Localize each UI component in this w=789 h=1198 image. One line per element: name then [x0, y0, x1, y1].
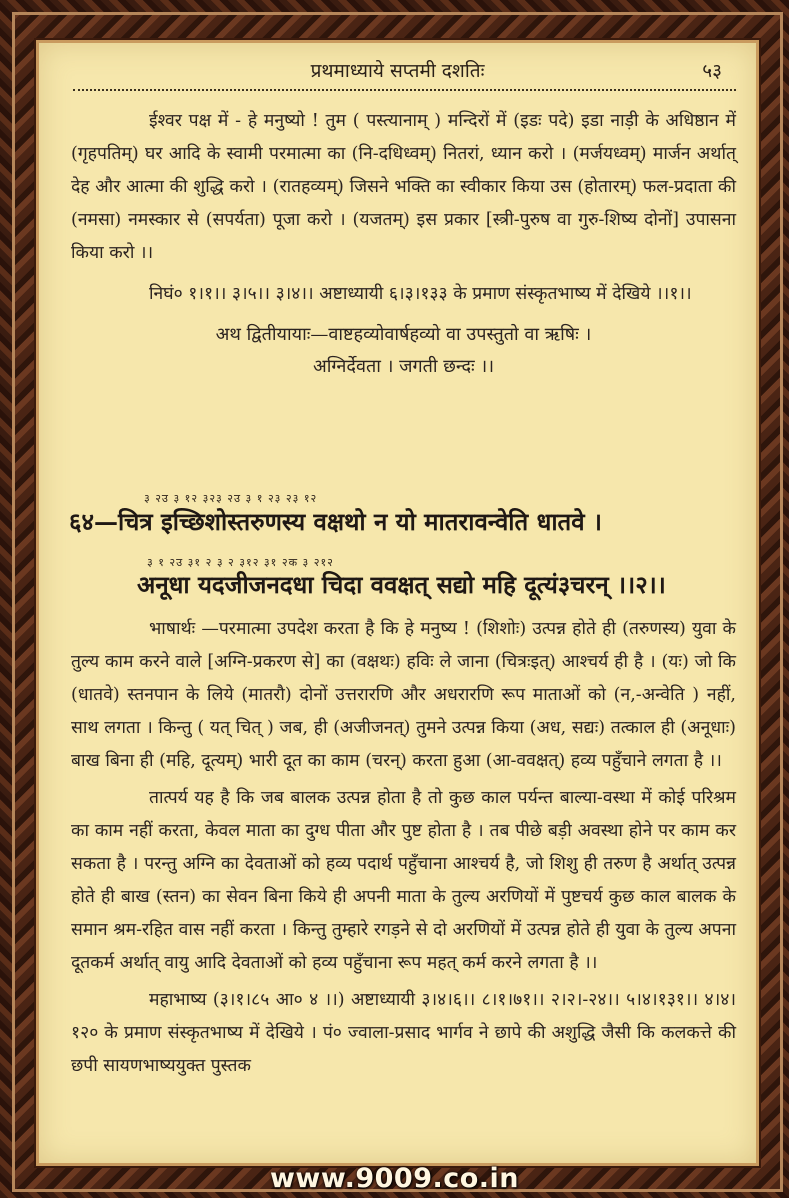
svara-marks-line-2: ३ १ २उ ३१ २ ३ २ ३१२ ३१ २क ३ २१२ [147, 556, 334, 569]
page-body [71, 105, 736, 383]
header-divider [73, 89, 736, 91]
verse-meta-line-1: अथ द्वितीयायाः—वाष्टहव्योवार्षहव्यो वा उपस्तुतो वा ऋषिः । [215, 324, 592, 345]
verse-meta-line-2: अग्निर्देवता । जगती छन्दः ।। [312, 356, 495, 377]
paragraph-ishvar-paksha: ईश्वर पक्ष में - हे मनुष्यो ! तुम ( पस्त्यानाम् ) मन्दिरों में (इडः पदे) इडा नाड़ी के अधिष्ठान में (गृहपतिम्) घर आदि के स्वामी परमात्मा का (नि-दधिध्वम्) नितरां, ध्यान करो । (मर्जयध्वम्) मार्जन अर्थात् देह और आत्मा की शुद्धि करो । (रातहव्यम्) जिसने भक्ति का स्वीकार किया उस (होतारम्) फल-प्रदाता की (नमसा) नमस्कार से (सपर्यता) पूजा करो । (यजतम्) इस प्रकार [स्त्री-पुरुष वा गुरु-शिष्य दोनों] उपासना किया करो ।। [71, 111, 736, 263]
verse-line-2: अनूधा यदजीजनदधा चिदा ववक्षत् सद्यो महि दूत्यं३चरन् ।।२।। [137, 570, 666, 599]
paragraph-references-1: निघं० १।१।। ३।५।। ३।४।। अष्टाध्यायी ६।३।१३३ के प्रमाण संस्कृतभाष्य में देखिये ।।१।। [149, 284, 692, 304]
page-body-lower [71, 613, 736, 1083]
paragraph-references-2: महाभाष्य (३।१।८५ आ० ४ ।।) अष्टाध्यायी ३।४।६।। ८।१।७१।। २।२।-२४।। ५।४।१३१।। ४।४।१२० के प्रमाण संस्कृतभाष्य में देखिये । पं० ज्वाला-प्रसाद भार्गव ने छापे की अशुद्धि जैसी कि कलकत्ते की छपी सायणभाष्ययुक्त पुस्तक [71, 990, 736, 1076]
verse-line-1: ६४—चित्र इच्छिशोस्तरुणस्य वक्षथो न यो मातरावन्वेति धातवे । [69, 507, 603, 536]
chapter-title: प्रथमाध्याये सप्तमी दशतिः [310, 60, 485, 82]
svara-marks-line-1: ३ २उ ३ १२ ३२३ २उ ३ १ २३ २३ १२ [144, 492, 318, 505]
website-watermark: www.9009.co.in [269, 1163, 520, 1194]
paragraph-bhasharth: भाषार्थः —परमात्मा उपदेश करता है कि हे मनुष्य ! (शिशोः) उत्पन्न होते ही (तरुणस्य) युवा के तुल्य काम करने वाले [अग्नि-प्रकरण से] का (वक्षथः) हविः ले जाना (चित्रःइत्) आश्चर्य ही है । (यः) जो कि (धातवे) स्तनपान के लिये (मातरौ) दोनों उत्तरारणि और अधरारणि रूप माताओं को (न,-अन्वेति ) नहीं, साथ लगता । किन्तु ( यत् चित् ) जब, ही (अजीजनत्) तुमने उत्पन्न किया (अध, सद्यः) तत्काल ही (अनूधाः) बाख बिना ही (महि, दूत्यम्) भारी दूत का काम (चरन्) करता हुआ (आ-ववक्षत्) हव्य पहुँचाने लगता है ।। [71, 619, 736, 771]
page-number: ५३ [702, 60, 722, 82]
paragraph-tatparya: तात्पर्य यह है कि जब बालक उत्पन्न होता है तो कुछ काल पर्यन्त बाल्या-वस्था में कोई परिश्रम का काम नहीं करता, केवल माता का दुग्ध पीता और पुष्ट होता है । तब पीछे बड़ी अवस्था होने पर काम कर सकता है । परन्तु अग्नि का देवताओं को हव्य पदार्थ पहुँचाना आश्चर्य है, जो शिशु ही तरुण है अर्थात् उत्पन्न होते ही बाख (स्तन) का सेवन बिना किये ही अपनी माता के तुल्य अरणियों में पुष्टचर्य कुछ काल बालक के समान श्रम-रहित वास नहीं करता । किन्तु तुम्हारे रगड़ने से दो अरणियों में उत्पन्न होते ही युवा के तुल्य अपना दूतकर्म अर्थात् वायु आदि देवताओं को हव्य पहुँचाना रूप महत् कर्म करने लगता है ।। [71, 788, 736, 973]
scanned-page [36, 40, 759, 1166]
page-header [39, 57, 756, 87]
